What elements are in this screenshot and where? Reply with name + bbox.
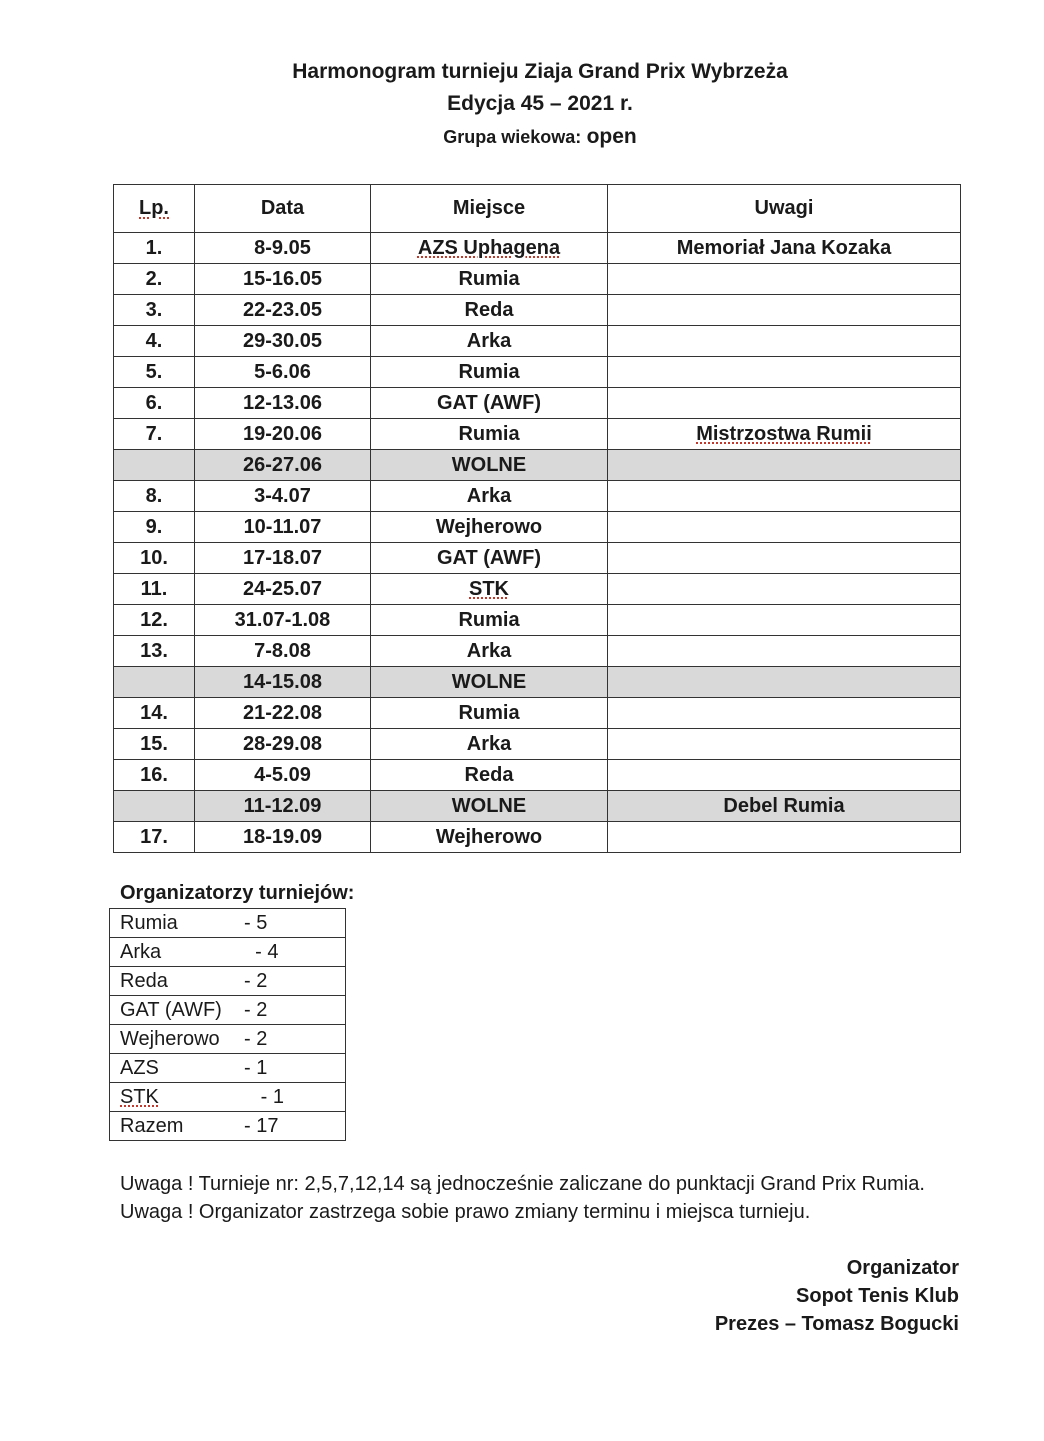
- cell-lp: [114, 450, 195, 481]
- cell-date: 22-23.05: [195, 295, 371, 326]
- signature-role: Organizator: [846, 1257, 959, 1279]
- cell-place: Rumia: [371, 357, 608, 388]
- cell-place: Rumia: [371, 264, 608, 295]
- organizer-count: - 2: [244, 998, 268, 1021]
- organizer-count: - 2: [244, 969, 268, 992]
- schedule-row: [114, 760, 961, 791]
- cell-place: Wejherowo: [371, 512, 608, 543]
- organizer-row: [110, 996, 346, 1025]
- cell-note: [608, 729, 961, 760]
- note-line: Uwaga ! Organizator zastrzega sobie prawo zmiany terminu i miejsca turnieju.: [120, 1201, 811, 1223]
- schedule-row: [114, 512, 961, 543]
- schedule-row: [114, 543, 961, 574]
- cell-lp: 12.: [114, 605, 195, 636]
- cell-note: [608, 698, 961, 729]
- cell-note: [608, 450, 961, 481]
- cell-date: 5-6.06: [195, 357, 371, 388]
- cell-place: Rumia: [371, 419, 608, 450]
- schedule-row: [114, 295, 961, 326]
- cell-date: 19-20.06: [195, 419, 371, 450]
- organizer-cell: [110, 996, 346, 1025]
- cell-place: Rumia: [371, 698, 608, 729]
- cell-lp: 16.: [114, 760, 195, 791]
- cell-note: Mistrzostwa Rumii: [608, 419, 961, 450]
- schedule-row: [114, 388, 961, 419]
- schedule-row: [114, 481, 961, 512]
- cell-place: GAT (AWF): [371, 543, 608, 574]
- schedule-row: [114, 698, 961, 729]
- cell-lp: 1.: [114, 233, 195, 264]
- cell-lp: 15.: [114, 729, 195, 760]
- cell-note: [608, 822, 961, 853]
- organizer-name: GAT (AWF): [120, 998, 222, 1021]
- organizer-row: [110, 1025, 346, 1054]
- organizer-name: STK: [120, 1085, 159, 1108]
- organizer-row: [110, 967, 346, 996]
- cell-note: [608, 357, 961, 388]
- cell-lp: 6.: [114, 388, 195, 419]
- cell-note: [608, 605, 961, 636]
- cell-lp: [114, 667, 195, 698]
- cell-place: Wejherowo: [371, 822, 608, 853]
- cell-place: AZS Uphagena: [371, 233, 608, 264]
- cell-date: 29-30.05: [195, 326, 371, 357]
- cell-date: 4-5.09: [195, 760, 371, 791]
- organizer-name: Arka: [120, 940, 162, 963]
- cell-place: WOLNE: [371, 667, 608, 698]
- cell-lp: 14.: [114, 698, 195, 729]
- cell-date: 8-9.05: [195, 233, 371, 264]
- organizer-name: Reda: [120, 969, 168, 992]
- cell-lp: 8.: [114, 481, 195, 512]
- cell-note: [608, 481, 961, 512]
- organizer-count: - 2: [244, 1027, 268, 1050]
- organizer-count: - 1: [244, 1085, 285, 1108]
- cell-note: Memoriał Jana Kozaka: [608, 233, 961, 264]
- cell-note: [608, 326, 961, 357]
- schedule-row: [114, 357, 961, 388]
- schedule-row: [114, 636, 961, 667]
- cell-place: Arka: [371, 729, 608, 760]
- organizer-count: - 5: [244, 911, 268, 934]
- cell-date: 26-27.06: [195, 450, 371, 481]
- cell-date: 24-25.07: [195, 574, 371, 605]
- organizer-name: Wejherowo: [120, 1027, 220, 1050]
- schedule-row-free: [114, 791, 961, 822]
- organizer-name: Razem: [120, 1114, 184, 1137]
- signature-president: Prezes – Tomasz Bogucki: [714, 1313, 959, 1335]
- cell-place: Reda: [371, 760, 608, 791]
- cell-lp: 7.: [114, 419, 195, 450]
- cell-date: 15-16.05: [195, 264, 371, 295]
- document-title: Harmonogram turnieju Ziaja Grand Prix Wybrzeża: [292, 60, 788, 83]
- organizer-name: Rumia: [120, 911, 178, 934]
- organizer-row: [110, 1112, 346, 1141]
- cell-date: 17-18.07: [195, 543, 371, 574]
- cell-date: 21-22.08: [195, 698, 371, 729]
- cell-date: 10-11.07: [195, 512, 371, 543]
- header-date: Data: [195, 185, 371, 233]
- organizer-row: [110, 1083, 346, 1112]
- cell-note: [608, 512, 961, 543]
- cell-lp: 3.: [114, 295, 195, 326]
- cell-note: [608, 760, 961, 791]
- cell-note: [608, 636, 961, 667]
- organizers-title: Organizatorzy turniejów:: [120, 882, 355, 904]
- organizer-cell: [110, 1112, 346, 1141]
- organizer-count: - 4: [244, 940, 279, 963]
- cell-date: 14-15.08: [195, 667, 371, 698]
- cell-place: Arka: [371, 636, 608, 667]
- cell-note: [608, 295, 961, 326]
- age-group-line: [0, 125, 1044, 149]
- schedule-header-row: [114, 185, 961, 233]
- cell-note: [608, 667, 961, 698]
- organizer-cell: [110, 1083, 346, 1112]
- age-group-value: open: [586, 125, 637, 148]
- organizers-table: [109, 908, 346, 1141]
- cell-lp: 13.: [114, 636, 195, 667]
- schedule-row: [114, 264, 961, 295]
- note-line: Uwaga ! Turnieje nr: 2,5,7,12,14 są jednocześnie zaliczane do punktacji Grand Prix Rumia.: [120, 1173, 925, 1195]
- organizer-name: AZS: [120, 1056, 159, 1079]
- header-lp: Lp.: [114, 185, 195, 233]
- cell-note: [608, 264, 961, 295]
- cell-place: STK: [371, 574, 608, 605]
- cell-lp: [114, 791, 195, 822]
- cell-date: 3-4.07: [195, 481, 371, 512]
- cell-date: 28-29.08: [195, 729, 371, 760]
- cell-date: 7-8.08: [195, 636, 371, 667]
- cell-note: [608, 574, 961, 605]
- organizer-cell: [110, 967, 346, 996]
- signature-club: Sopot Tenis Klub: [796, 1285, 959, 1307]
- schedule-table: [113, 184, 961, 853]
- cell-place: Rumia: [371, 605, 608, 636]
- cell-note: [608, 388, 961, 419]
- organizer-cell: [110, 909, 346, 938]
- cell-lp: 11.: [114, 574, 195, 605]
- schedule-row: [114, 326, 961, 357]
- cell-lp: 17.: [114, 822, 195, 853]
- cell-lp: 5.: [114, 357, 195, 388]
- cell-date: 31.07-1.08: [195, 605, 371, 636]
- cell-lp: 2.: [114, 264, 195, 295]
- cell-place: Arka: [371, 326, 608, 357]
- organizer-row: [110, 1054, 346, 1083]
- cell-lp: 10.: [114, 543, 195, 574]
- notes-block: [120, 1170, 925, 1226]
- organizer-cell: [110, 938, 346, 967]
- cell-date: 12-13.06: [195, 388, 371, 419]
- schedule-row-free: [114, 667, 961, 698]
- header-place: Miejsce: [371, 185, 608, 233]
- header-notes: Uwagi: [608, 185, 961, 233]
- cell-date: 18-19.09: [195, 822, 371, 853]
- signature-block: [715, 1254, 959, 1338]
- cell-lp: 9.: [114, 512, 195, 543]
- cell-note: Debel Rumia: [608, 791, 961, 822]
- organizer-count: - 17: [244, 1114, 279, 1137]
- cell-note: [608, 543, 961, 574]
- schedule-row: [114, 419, 961, 450]
- schedule-row: [114, 574, 961, 605]
- schedule-row-free: [114, 450, 961, 481]
- cell-place: WOLNE: [371, 450, 608, 481]
- cell-place: GAT (AWF): [371, 388, 608, 419]
- organizer-cell: [110, 1025, 346, 1054]
- organizer-row: [110, 909, 346, 938]
- cell-lp: 4.: [114, 326, 195, 357]
- organizer-row: [110, 938, 346, 967]
- schedule-row: [114, 233, 961, 264]
- organizer-count: - 1: [244, 1056, 268, 1079]
- schedule-row: [114, 605, 961, 636]
- cell-place: Reda: [371, 295, 608, 326]
- organizer-cell: [110, 1054, 346, 1083]
- cell-place: WOLNE: [371, 791, 608, 822]
- cell-place: Arka: [371, 481, 608, 512]
- schedule-row: [114, 729, 961, 760]
- cell-date: 11-12.09: [195, 791, 371, 822]
- edition-line: Edycja 45 – 2021 r.: [447, 92, 633, 115]
- schedule-row: [114, 822, 961, 853]
- age-group-label: Grupa wiekowa:: [443, 127, 582, 147]
